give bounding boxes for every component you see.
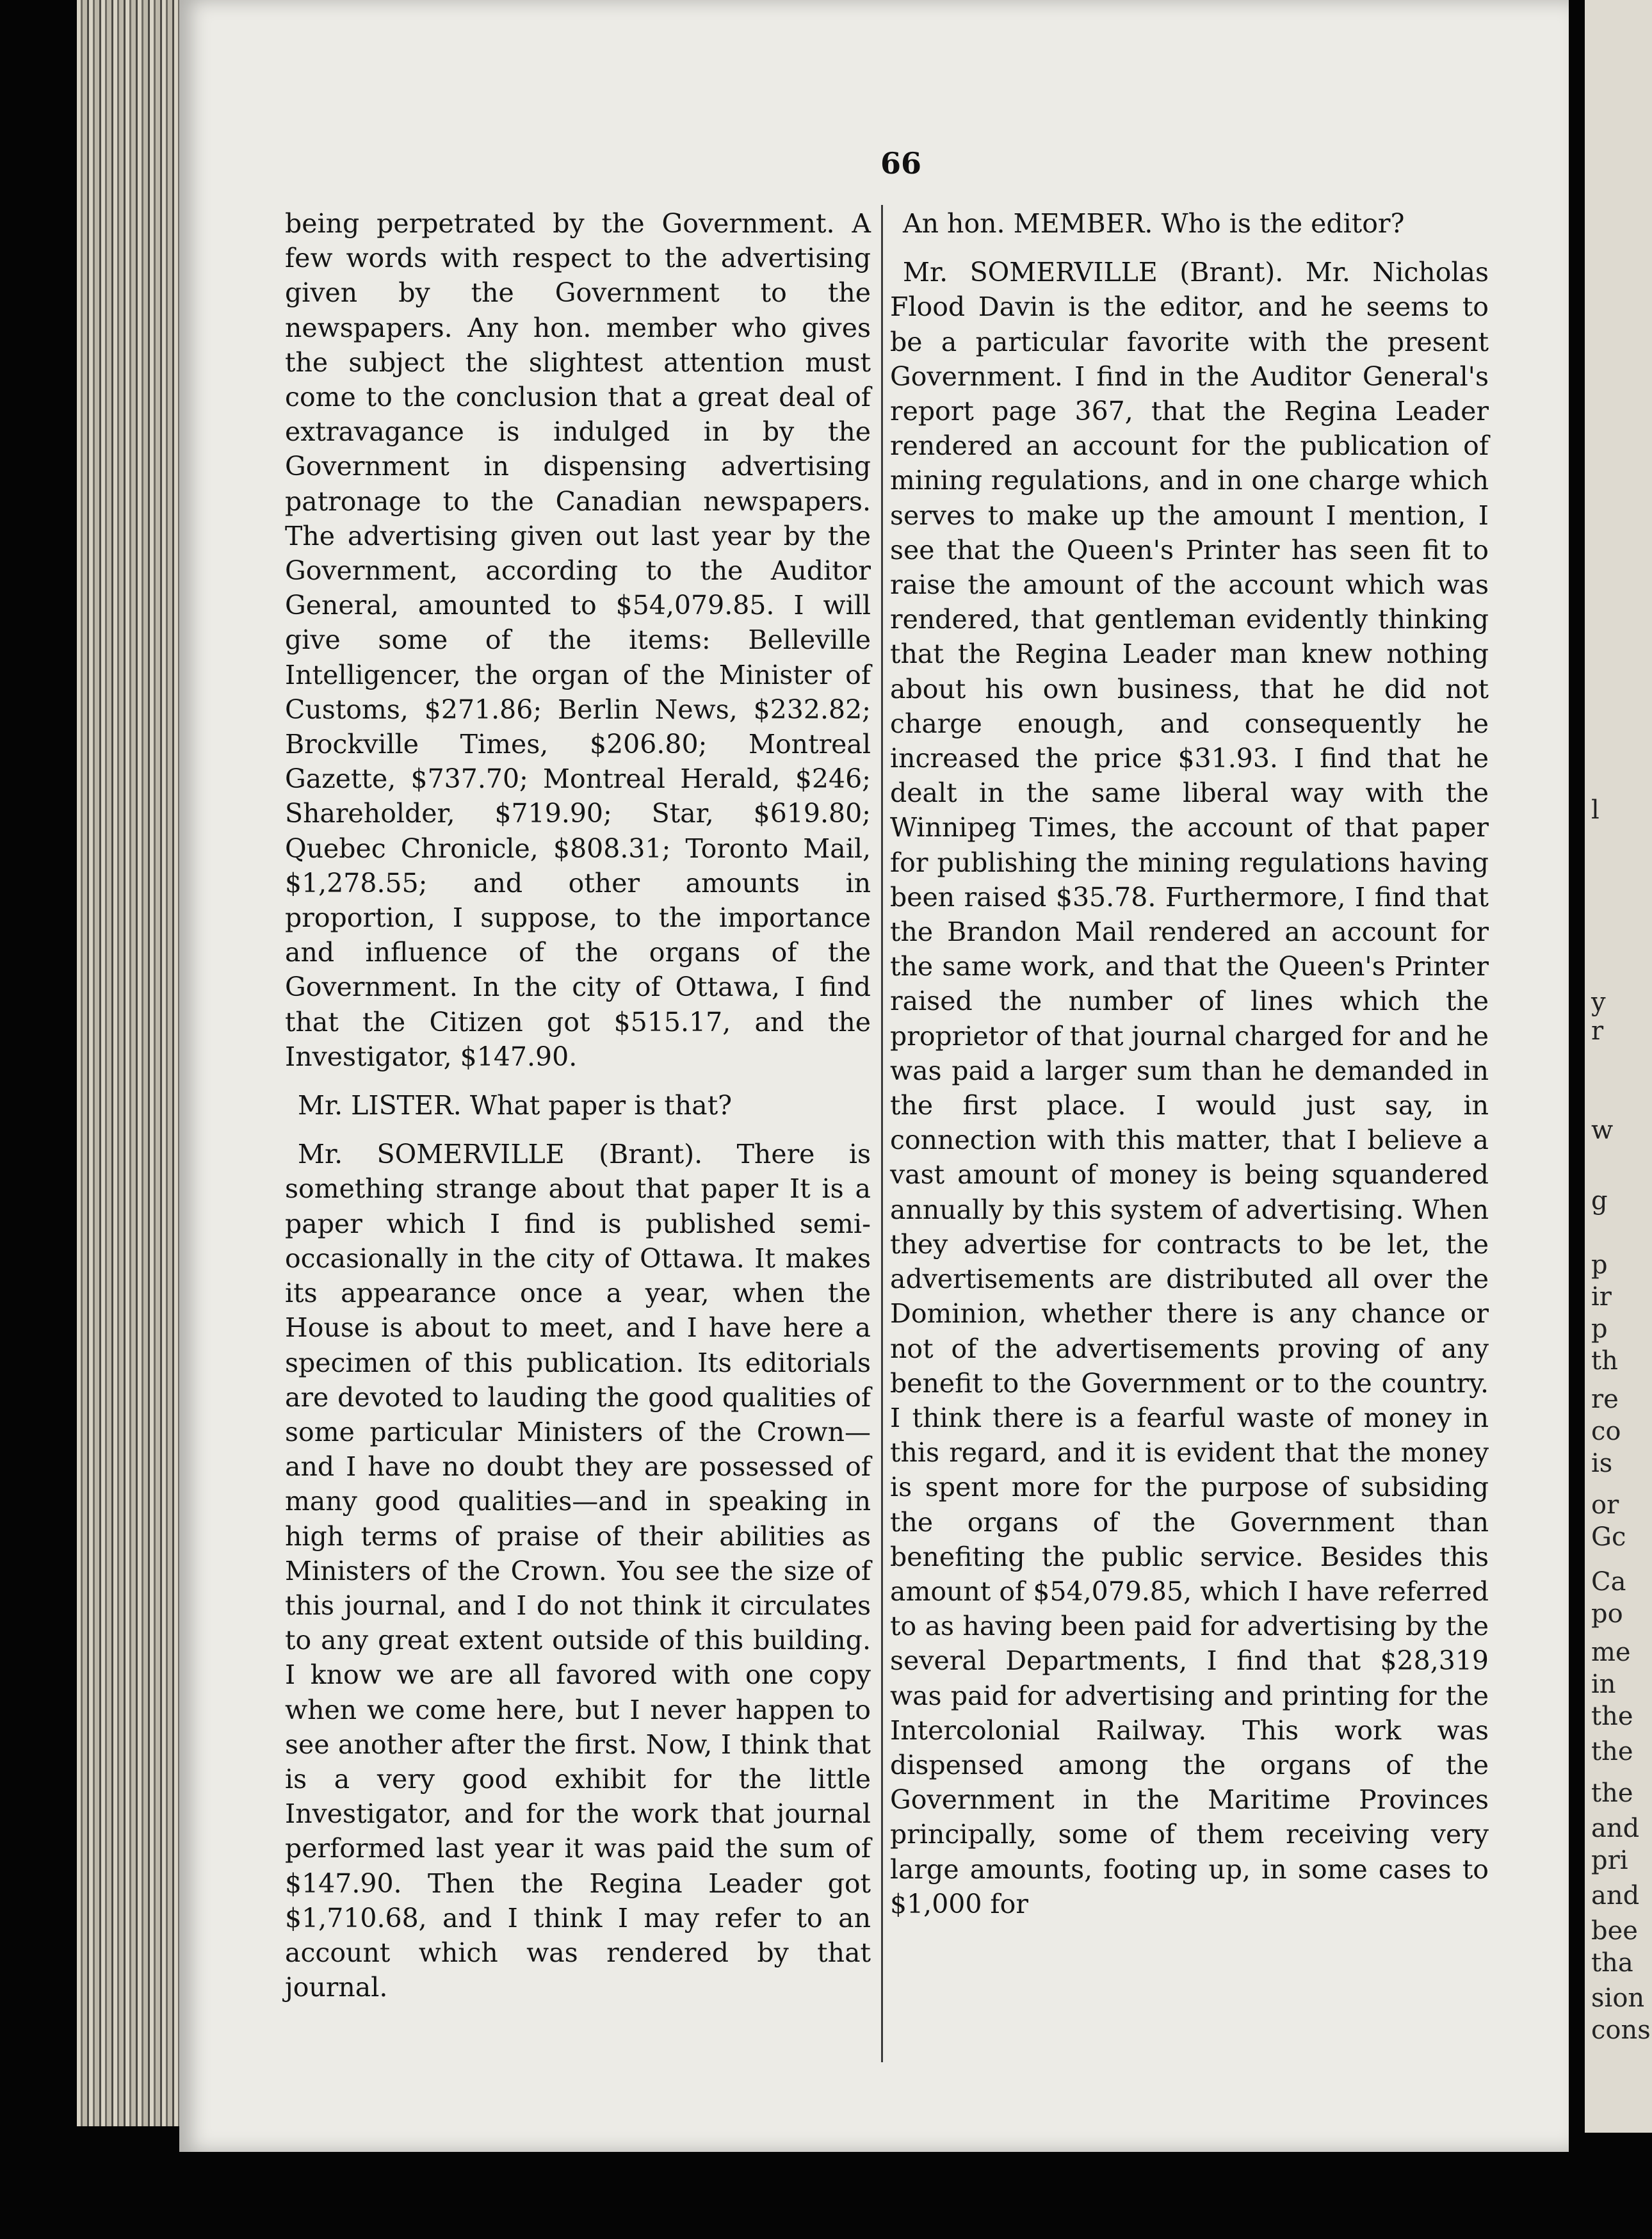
next-page-fragment: co: [1591, 1417, 1621, 1446]
left-column: [285, 206, 871, 2005]
next-page-fragment: Ca: [1591, 1567, 1626, 1597]
next-page-fragment: tha: [1591, 1948, 1633, 1978]
next-page-fragment: or: [1591, 1490, 1619, 1520]
next-page-fragment: the: [1591, 1779, 1633, 1808]
next-page-fragment: po: [1591, 1599, 1623, 1629]
paragraph: being perpetrated by the Government. A few words with respect to the advertising given by the Government to the newspapers. Any hon. member who gives the subject the slightest attention must come to the conclusion that a great deal of extravagance is indulged in by the Government in dispensing advertising patronage to the Canadian newspapers. The advertising given out last year by the Government, according to the Auditor General, amounted to $54,079.85. I will give some of the items: Belleville Intelligencer, the organ of the Minister of Customs, $271.86; Berlin News, $232.82; Brockville Times, $206.80; Montreal Gazette, $737.70; Montreal Herald, $246; Shareholder, $719.90; Star, $619.80; Quebec Chronicle, $808.31; Toronto Mail, $1,278.55; and other amounts in proportion, I suppose, to the importance and influence of the organs of the Government. In the city of Ottawa, I find that the Citizen got $515.17, and the Investigator, $147.90.: [285, 208, 871, 1072]
next-page-fragment: sion: [1591, 1983, 1645, 2013]
next-page-fragment: cons: [1591, 2015, 1651, 2045]
speaker-paragraph: Mr. LISTER. What paper is that?: [298, 1090, 733, 1121]
next-page-fragment: in: [1591, 1670, 1616, 1699]
speaker-paragraph: An hon. MEMBER. Who is the editor?: [903, 208, 1405, 239]
next-page-fragment: th: [1591, 1346, 1618, 1376]
speaker-paragraph: Mr. SOMERVILLE (Brant). Mr. Nicholas Flood Davin is the editor, and he seems to be a particular favorite with the present Government. I find in the Auditor General's report page 367, that the Regina Leader rendered an account for the publication of mining regulations, and in one charge which serves to make up the amount I mention, I see that the Queen's Printer has seen fit to raise the amount of the account which was rendered, that gentleman evidently thinking that the Regina Leader man knew nothing about his own business, that he did not charge enough, and consequently he increased the price $31.93. I find that he dealt in the same liberal way with the Winnipeg Times, the account of that paper for publishing the mining regulations having been raised $35.78. Furthermore, I find that the Brandon Mail rendered an account for the same work, and that the Queen's Printer raised the number of lines which the proprietor of that journal charged for and he was paid a larger sum than he demanded in the first place. I would just say, in connection with this matter, that I believe a vast amount of money is being squandered annually by this system of advertising. When they advertise for contracts to be let, the advertisements are distributed all over the Dominion, whether there is any chance or not of the advertisements proving of any benefit to the Government or to the country. I think there is a fearful waste of money in this regard, and it is evident that the money is spent more for the purpose of subsiding the organs of the Government than benefiting the public service. Besides this amount of $54,079.85, which I have referred to as having been paid for advertising by the several Departments, I find that $28,319 was paid for advertising and printing for the Intercolonial Railway. This work was dispensed among the organs of the Government in the Maritime Provinces principally, some of them receiving very large amounts, footing up, in some cases to $1,000 for: [890, 257, 1489, 1919]
right-column: [890, 206, 1489, 1921]
next-page-fragment: y: [1591, 988, 1606, 1017]
column-divider: [881, 205, 883, 2062]
next-page-fragment: pri: [1591, 1846, 1628, 1875]
next-page-fragment: me: [1591, 1638, 1631, 1667]
next-page-fragment: w: [1591, 1116, 1614, 1145]
page-number: 66: [880, 146, 922, 181]
next-page-fragment: is: [1591, 1449, 1613, 1478]
next-page-fragment: l: [1591, 795, 1599, 825]
next-page-fragment: ir: [1591, 1282, 1612, 1312]
speaker-paragraph: Mr. SOMERVILLE (Brant). There is something strange about that paper It is a paper which I find is published semi-occasionally in the city of Ottawa. It makes its appearance once a year, when the House is about to meet, and I have here a specimen of this publication. Its editorials are devoted to lauding the good qualities of some particular Ministers of the Crown—and I have no doubt they are possessed of many good qualities—and in speaking in high terms of praise of their abilities as Ministers of the Crown. You see the size of this journal, and I do not think it circulates to any great extent outside of this building. I know we are all favored with one copy when we come here, but I never happen to see another after the first. Now, I think that is a very good exhibit for the little Investigator, and for the work that journal performed last year it was paid the sum of $147.90. Then the Regina Leader got $1,710.68, and I think I may refer to an account which was rendered by that journal.: [285, 1139, 871, 2003]
next-page-fragment: and: [1591, 1881, 1640, 1910]
next-page-fragment: p: [1591, 1314, 1608, 1344]
next-page-fragment: bee: [1591, 1916, 1638, 1946]
next-page-fragment: Gc: [1591, 1522, 1626, 1552]
next-page-fragment: re: [1591, 1385, 1619, 1414]
next-page-fragment: the: [1591, 1737, 1633, 1766]
next-page-fragment: r: [1591, 1016, 1604, 1046]
next-page-edge: [1585, 0, 1652, 2133]
next-page-fragment: and: [1591, 1814, 1640, 1843]
next-page-fragment: the: [1591, 1702, 1633, 1731]
next-page-fragment: p: [1591, 1250, 1608, 1280]
next-page-fragment: g: [1591, 1186, 1608, 1216]
